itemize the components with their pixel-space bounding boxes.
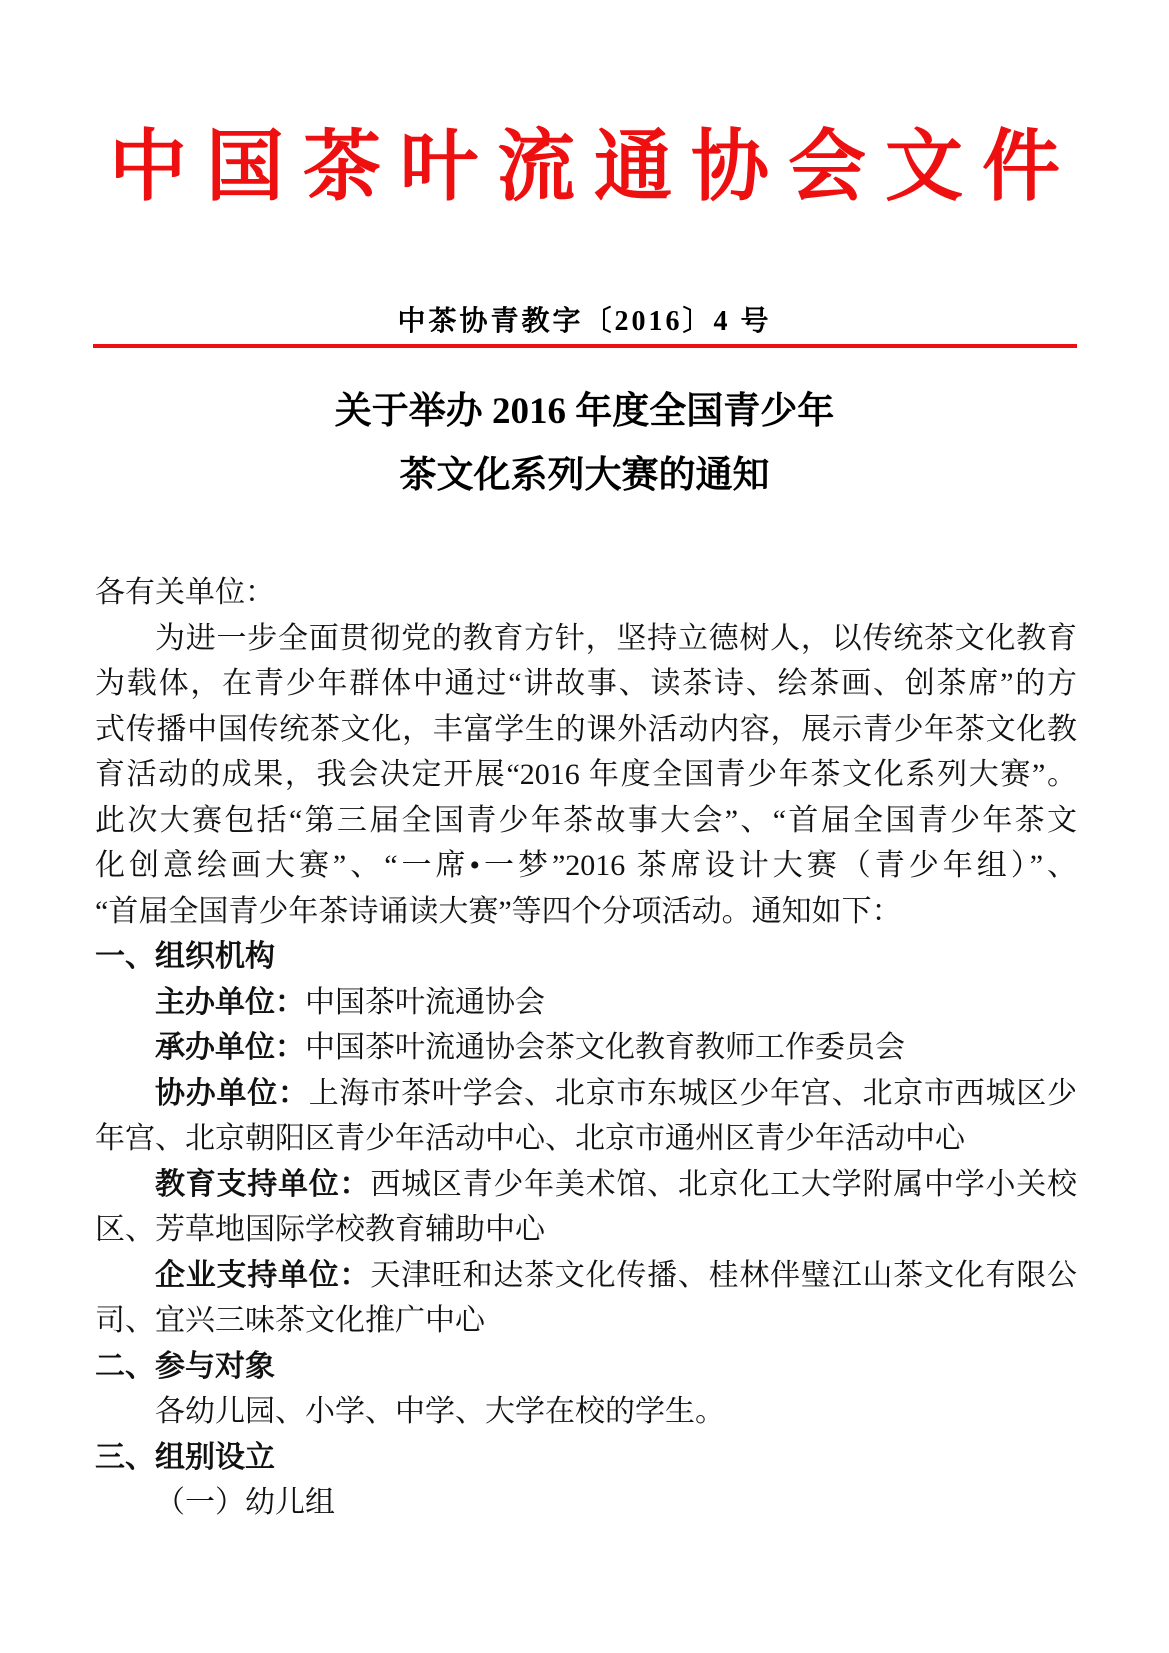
body-line-text: （一）幼儿组: [155, 1486, 335, 1519]
body-line-text: 一、组织机构: [95, 940, 275, 973]
body-line: [95, 843, 1077, 889]
document-number: 中茶协青教字〔2016〕4 号: [397, 306, 772, 337]
body-line-text: 中国茶叶流通协会茶文化教育教师工作委员会: [305, 1031, 905, 1064]
body-line-text: 式传播中国传统茶文化，丰富学生的课外活动内容，展示青少年茶文化教: [95, 712, 1077, 746]
body-line: [95, 980, 1077, 1026]
body-line-label: 主办单位：: [155, 985, 305, 1019]
body-line-text: 年宫、北京朝阳区青少年活动中心、北京市通州区青少年活动中心: [95, 1122, 965, 1155]
body-heading-line: [95, 934, 1077, 980]
body-line-label: 协办单位：: [155, 1076, 309, 1110]
body-line: [95, 1389, 1077, 1435]
red-divider-line: [93, 344, 1077, 348]
body-line-text: 化创意绘画大赛”、“一席•一梦”2016 茶席设计大赛（青少年组）”、: [95, 849, 1077, 882]
body-line-text: 育活动的成果，我会决定开展“2016 年度全国青少年茶文化系列大赛”。: [95, 758, 1077, 791]
body-line: [95, 1116, 1077, 1162]
body-line: [95, 661, 1077, 707]
body-line: [95, 798, 1077, 844]
body-line: [95, 1253, 1077, 1299]
body-line-text: 此次大赛包括“第三届全国青少年茶故事大会”、“首届全国青少年茶文: [95, 803, 1077, 837]
body-line-text: 为载体，在青少年群体中通过“讲故事、读茶诗、绘茶画、创茶席”的方: [95, 667, 1077, 700]
body-line: [95, 1298, 1077, 1344]
body-line: [95, 570, 1077, 616]
body-line-text: 二、参与对象: [95, 1349, 275, 1383]
notice-title: [0, 380, 1169, 508]
body-line: [95, 1025, 1077, 1071]
body-line: [95, 707, 1077, 753]
body-line-label: 企业支持单位：: [155, 1258, 371, 1292]
body-line: [95, 616, 1077, 662]
body-heading-line: [95, 1344, 1077, 1390]
body-line-text: 天津旺和达茶文化传播、桂林伴璧江山茶文化有限公: [370, 1258, 1078, 1292]
body-line: [95, 1207, 1077, 1253]
body-line-label: 承办单位：: [155, 1031, 305, 1064]
body-line-text: 区、芳草地国际学校教育辅助中心: [95, 1213, 545, 1246]
body-line-text: 司、宜兴三味茶文化推广中心: [95, 1304, 485, 1337]
notice-title-line1: 关于举办 2016 年度全国青少年: [334, 391, 835, 432]
body-line-text: 三、组别设立: [95, 1440, 275, 1474]
body-line: [95, 1071, 1077, 1117]
body-line-text: 为进一步全面贯彻党的教育方针，坚持立德树人，以传统茶文化教育: [155, 621, 1077, 655]
body-line: [95, 752, 1077, 798]
body-heading-line: [95, 1435, 1077, 1481]
body-line-label: 教育支持单位：: [155, 1167, 371, 1201]
body-line-text: 各有关单位：: [95, 576, 275, 609]
body-line: [95, 1162, 1077, 1208]
body-line-text: 中国茶叶流通协会: [305, 985, 545, 1019]
body-line-text: 上海市茶叶学会、北京市东城区少年宫、北京市西城区少: [308, 1076, 1078, 1110]
body-line-text: “首届全国青少年茶诗诵读大赛”等四个分项活动。通知如下：: [95, 894, 902, 928]
body-line-text: 各幼儿园、小学、中学、大学在校的学生。: [155, 1395, 725, 1428]
document-body: [95, 570, 1077, 1526]
body-line: [95, 889, 1077, 935]
body-line: [95, 1480, 1077, 1526]
notice-title-line2: 茶文化系列大赛的通知: [399, 455, 770, 496]
org-header-title: 中国茶叶流通协会文件: [108, 123, 1079, 210]
body-line-text: 西城区青少年美术馆、北京化工大学附属中学小关校: [370, 1167, 1078, 1201]
